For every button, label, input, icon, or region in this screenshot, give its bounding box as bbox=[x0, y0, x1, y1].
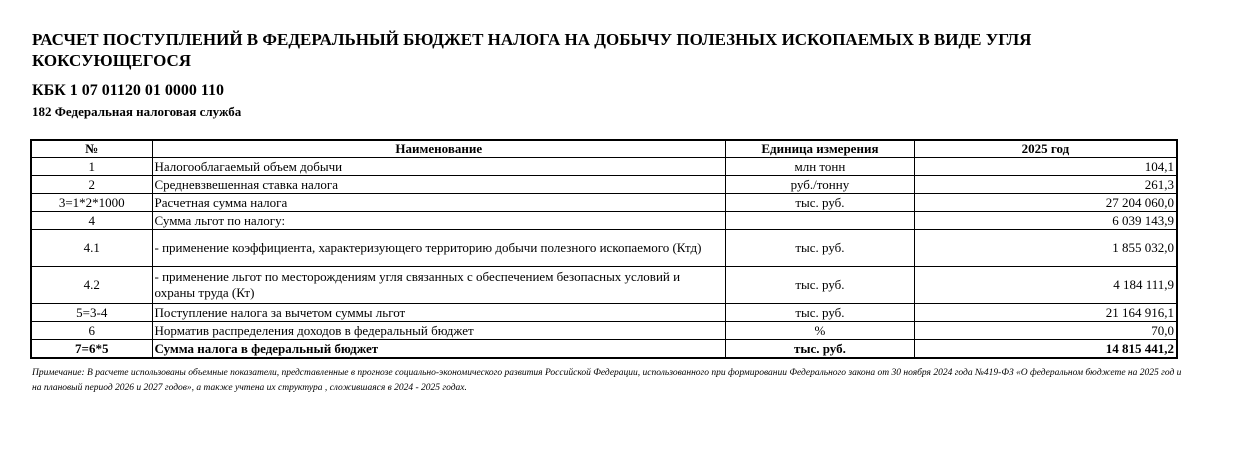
header-unit: Единица измерения bbox=[726, 140, 915, 158]
row-number: 6 bbox=[31, 322, 152, 340]
document-title: РАСЧЕТ ПОСТУПЛЕНИЙ В ФЕДЕРАЛЬНЫЙ БЮДЖЕТ НАЛОГА НА ДОБЫЧУ ПОЛЕЗНЫХ ИСКОПАЕМЫХ В ВИДЕ УГЛЯ КОКСУЮЩЕГОСЯ bbox=[32, 30, 1032, 70]
row-value: 27 204 060,0 bbox=[914, 194, 1177, 212]
table-row bbox=[31, 158, 1177, 176]
row-name: Поступление налога за вычетом суммы льгот bbox=[152, 304, 726, 322]
row-unit: руб./тонну bbox=[726, 176, 915, 194]
row-number: 3=1*2*1000 bbox=[31, 194, 152, 212]
row-value: 104,1 bbox=[914, 158, 1177, 176]
row-unit: тыс. руб. bbox=[726, 194, 915, 212]
row-value: 14 815 441,2 bbox=[914, 340, 1177, 359]
table-row-total bbox=[31, 340, 1177, 359]
row-unit bbox=[726, 212, 915, 230]
table-row bbox=[31, 176, 1177, 194]
row-number: 4.2 bbox=[31, 267, 152, 304]
table-row bbox=[31, 267, 1177, 304]
organization-name: 182 Федеральная налоговая служба bbox=[32, 104, 242, 119]
footnote: Примечание: В расчете использованы объемные показатели, представленные в прогнозе социально-экономического развития Российской Федерации, использованного при формировании Федерального закона от 30 ноября 2024 года №419-ФЗ «О федеральном бюджете на 2025 год и на плановый период 2026 и 2027 годов», а также учтена их структура , сложившаяся в 2024 - 2025 годах. bbox=[32, 368, 1182, 393]
table-row bbox=[31, 194, 1177, 212]
header-name: Наименование bbox=[152, 140, 726, 158]
calculation-table bbox=[30, 139, 1178, 359]
row-number: 1 bbox=[31, 158, 152, 176]
row-unit: тыс. руб. bbox=[726, 267, 915, 304]
kbk-code: КБК 1 07 01120 01 0000 110 bbox=[32, 82, 225, 99]
row-name: - применение льгот по месторождениям угля связанных с обеспечением безопасных условий и охраны труда (Кт) bbox=[152, 267, 726, 304]
row-number: 4 bbox=[31, 212, 152, 230]
row-number: 4.1 bbox=[31, 230, 152, 267]
row-name: Налогооблагаемый объем добычи bbox=[152, 158, 726, 176]
row-value: 70,0 bbox=[914, 322, 1177, 340]
row-value: 4 184 111,9 bbox=[914, 267, 1177, 304]
row-unit: тыс. руб. bbox=[726, 230, 915, 267]
row-unit: % bbox=[726, 322, 915, 340]
row-name: Средневзвешенная ставка налога bbox=[152, 176, 726, 194]
row-name: Сумма налога в федеральный бюджет bbox=[152, 340, 726, 359]
row-number: 7=6*5 bbox=[31, 340, 152, 359]
header-number: № bbox=[31, 140, 152, 158]
row-unit: тыс. руб. bbox=[726, 340, 915, 359]
table-row bbox=[31, 212, 1177, 230]
row-value: 21 164 916,1 bbox=[914, 304, 1177, 322]
row-name: Сумма льгот по налогу: bbox=[152, 212, 726, 230]
table-header-row bbox=[31, 140, 1177, 158]
row-value: 6 039 143,9 bbox=[914, 212, 1177, 230]
row-name: Расчетная сумма налога bbox=[152, 194, 726, 212]
table-row bbox=[31, 322, 1177, 340]
row-unit: млн тонн bbox=[726, 158, 915, 176]
table-row bbox=[31, 304, 1177, 322]
header-year: 2025 год bbox=[914, 140, 1177, 158]
row-name: - применение коэффициента, характеризующего территорию добычи полезного ископаемого (Ктд) bbox=[152, 230, 726, 267]
row-value: 261,3 bbox=[914, 176, 1177, 194]
table-row bbox=[31, 230, 1177, 267]
row-unit: тыс. руб. bbox=[726, 304, 915, 322]
row-value: 1 855 032,0 bbox=[914, 230, 1177, 267]
row-number: 2 bbox=[31, 176, 152, 194]
row-name: Норматив распределения доходов в федеральный бюджет bbox=[152, 322, 726, 340]
row-number: 5=3-4 bbox=[31, 304, 152, 322]
